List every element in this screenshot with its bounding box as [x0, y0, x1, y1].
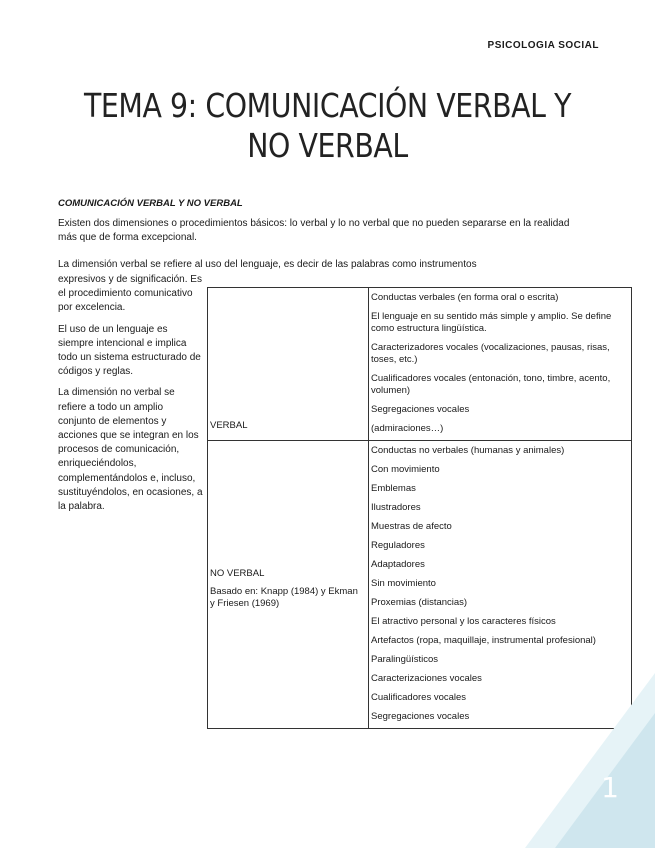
table-item: Caracterizadores vocales (vocalizaciones, pausas, risas, toses, etc.) [371, 342, 610, 365]
corner-decoration [525, 673, 655, 848]
table-item: Ilustradores [371, 502, 421, 513]
table-item: Cualificadores vocales [371, 692, 467, 703]
table-item: Cualificadores vocales (entonación, tono, timbre, acento, volumen) [371, 373, 611, 396]
table-item: Muestras de afecto [371, 521, 452, 532]
table-item: Reguladores [371, 540, 425, 551]
side-text [58, 273, 203, 521]
side-paragraph: expresivos y de significación. Es el procedimiento comunicativo por excelencia. [58, 274, 202, 314]
section-heading: COMUNICACIÓN VERBAL Y NO VERBAL [58, 198, 243, 209]
table-item: Caracterizaciones vocales [371, 673, 482, 684]
table-item: Segregaciones vocales [371, 404, 470, 415]
side-paragraph: El uso de un lenguaje es siempre intencional e implica todo un sistema estructurado de códigos y reglas. [58, 323, 201, 378]
page-header: PSICOLOGIA SOCIAL [487, 40, 599, 51]
table-item: El lenguaje en su sentido más simple y amplio. Se define como estructura lingüística. [371, 311, 612, 334]
no-verbal-label-cell [208, 441, 369, 729]
verbal-items-cell [369, 288, 632, 441]
page-title: TEMA 9: COMUNICACIÓN VERBAL Y NO VERBAL [83, 86, 572, 165]
table-item: Proxemias (distancias) [371, 597, 468, 608]
verbal-label-cell [208, 288, 369, 441]
verbal-label: VERBAL [210, 420, 248, 431]
table-item: El atractivo personal y los caracteres físicos [371, 616, 556, 627]
no-verbal-label: NO VERBAL [210, 568, 265, 579]
table-item: Paralingüísticos [371, 654, 439, 665]
intro-paragraph: Existen dos dimensiones o procedimientos básicos: lo verbal y lo no verbal que no pueden separarse en la realidad más que de forma excepcional. [58, 218, 570, 243]
side-paragraph: La dimensión no verbal se refiere a todo un amplio conjunto de elementos y acciones que se integran en los procesos de comunicación, enriqueciéndolos, complementándolos e, incluso, sustituyéndolos, en ocasiones, a la palabra. [58, 387, 203, 513]
table-item: Artefactos (ropa, maquillaje, instrumental profesional) [371, 635, 596, 646]
table-item: Segregaciones vocales [371, 711, 470, 722]
table-item: Conductas verbales (en forma oral o escrita) [371, 292, 559, 303]
lead-paragraph: La dimensión verbal se refiere al uso del lenguaje, es decir de las palabras como instrumentos [58, 259, 477, 270]
table-item: Emblemas [371, 483, 416, 494]
table-item: Sin movimiento [371, 578, 436, 589]
table-row-verbal [208, 288, 632, 441]
table-item: Adaptadores [371, 559, 425, 570]
page-number: 1 [601, 771, 619, 804]
no-verbal-source: Basado en: Knapp (1984) y Ekman y Friesen (1969) [210, 586, 358, 609]
table-item: (admiraciones…) [371, 423, 444, 434]
table-item: Conductas no verbales (humanas y animales) [371, 445, 565, 456]
table-item: Con movimiento [371, 464, 440, 475]
communication-table [207, 287, 632, 729]
